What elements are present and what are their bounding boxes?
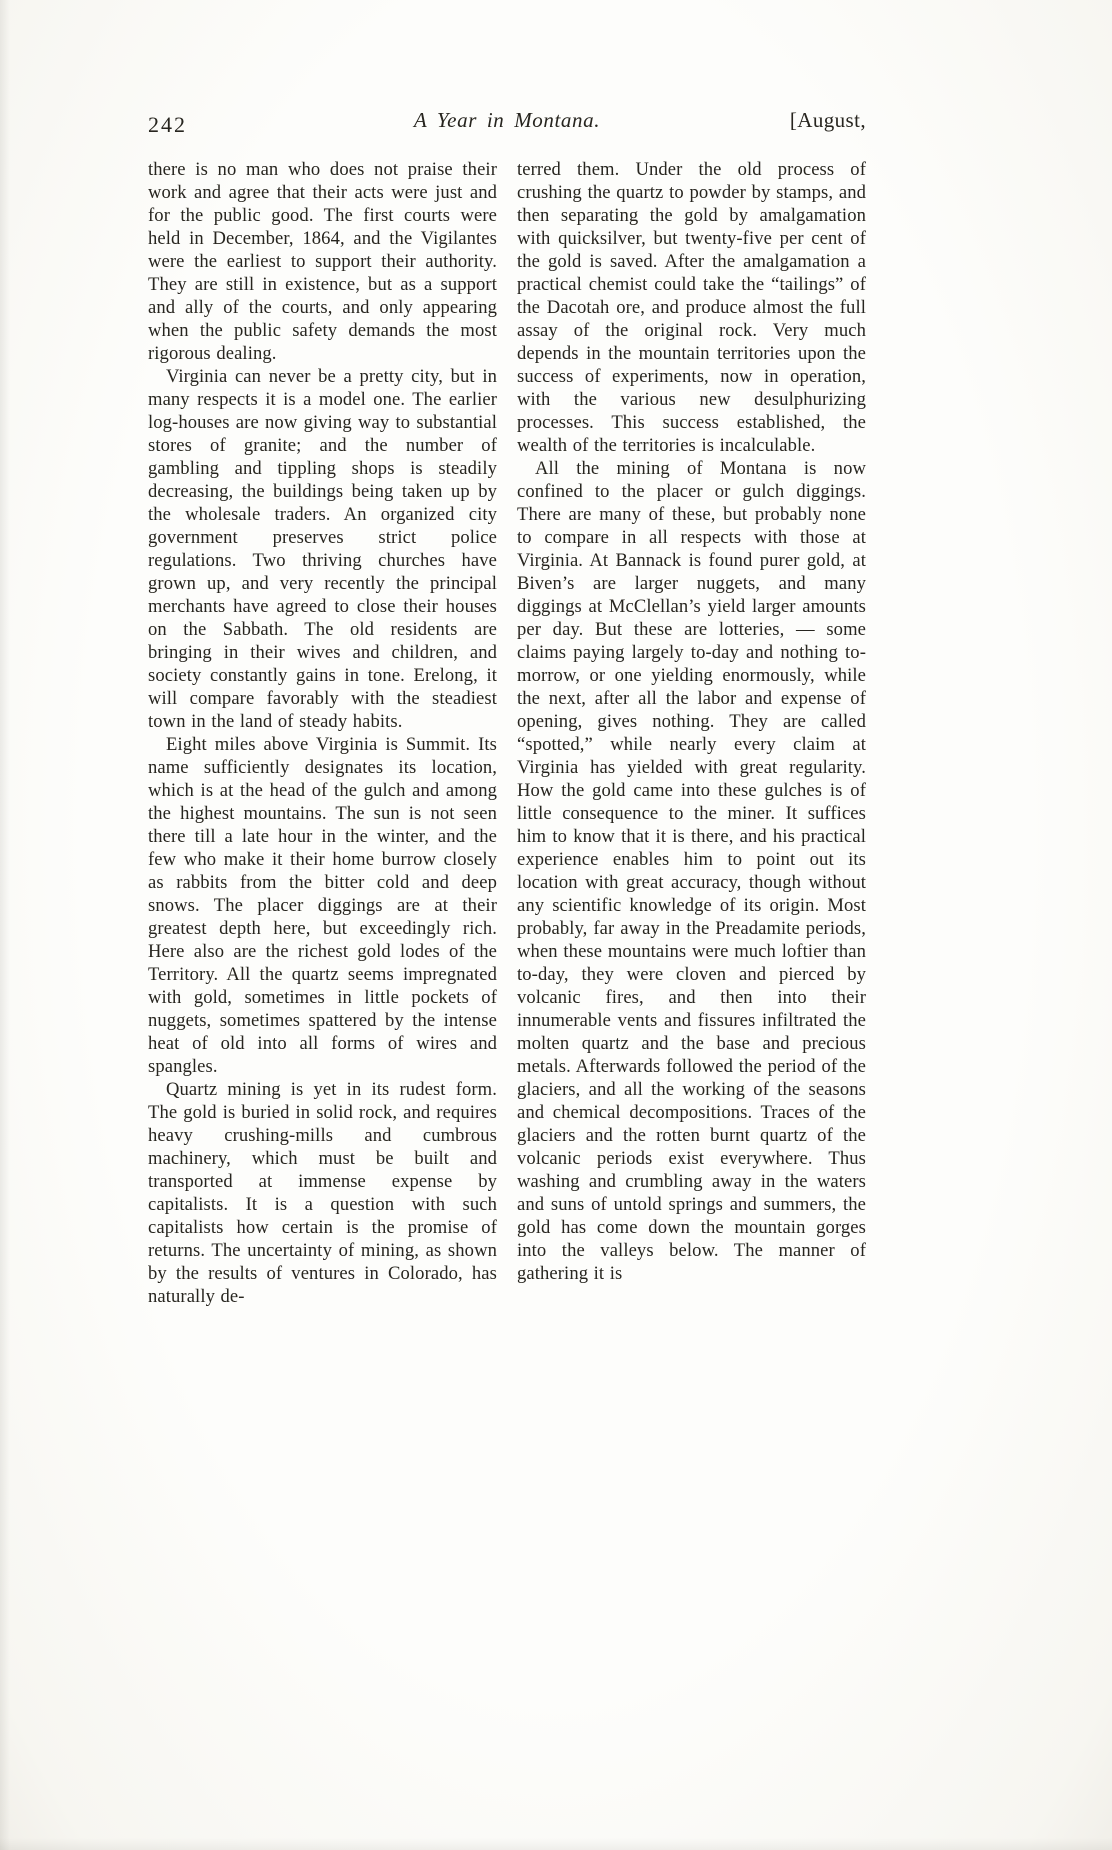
paragraph-continuation: terred them. Under the old process of crushing the quartz to powder by stamps, and then separating the gold by amalgamation with quicksilver, but twenty-five per cent of the gold is saved. After the amalgamation a practical chemist could take the “tailings” of the Dacotah ore, and produce almost the full assay of the original rock. Very much depends in the mountain territories upon the success of experiments, now in operation, with the various new desulphurizing processes. This success established, the wealth of the territories is incalculable.: [517, 159, 866, 456]
page-number: 242: [148, 112, 187, 137]
paragraph: Virginia can never be a pretty city, but in many respects it is a model one. The earlier log-houses are now giving way to substantial stores of granite; and the number of gambling and tippling shops is steadily decreasing, the buildings being taken up by the wholesale traders. An organized city government preserves strict police regulations. Two thriving churches have grown up, and very recently the principal merchants have agreed to close their houses on the Sabbath. The old residents are bringing in their wives and children, and society constantly gains in tone. Erelong, it will compare favorably with the steadiest town in the land of steady habits.: [148, 366, 497, 732]
running-header: [148, 106, 866, 140]
paragraph-continuation: there is no man who does not praise their work and agree that their acts were just and for the public good. The first courts were held in December, 1864, and the Vigilantes were the earliest to support their authority. They are still in existence, but as a support and ally of the courts, and only appearing when the public safety demands the most rigorous dealing.: [148, 159, 497, 364]
paragraph: Eight miles above Virginia is Summit. Its name sufficiently designates its location, which is at the head of the gulch and among the highest mountains. The sun is not seen there till a late hour in the winter, and the few who make it their home burrow closely as rabbits from the bitter cold and deep snows. The placer diggings are at their greatest depth here, but exceedingly rich. Here also are the richest gold lodes of the Territory. All the quartz seems impregnated with gold, sometimes in little pockets of nuggets, sometimes spattered by the intense heat of old into all forms of wires and spangles.: [148, 734, 497, 1077]
left-column: [148, 158, 497, 1308]
page-body: [148, 158, 866, 1308]
running-title: A Year in Montana.: [413, 108, 601, 132]
paragraph: Quartz mining is yet in its rudest form. The gold is buried in solid rock, and requires heavy crushing-mills and cumbrous machinery, which must be built and transported at immense expense by capitalists. It is a question with such capitalists how certain is the promise of returns. The uncertainty of mining, as shown by the results of ventures in Colorado, has naturally de-: [148, 1079, 497, 1307]
right-column: [517, 158, 866, 1308]
paragraph: All the mining of Montana is now confined to the placer or gulch diggings. There are many of these, but probably none to compare in all respects with those at Virginia. At Bannack is found purer gold, at Biven’s are larger nuggets, and many diggings at McClellan’s yield larger amounts per day. But these are lotteries, — some claims paying largely to-day and nothing to-morrow, or one yielding enormously, while the next, after all the labor and expense of opening, gives nothing. They are called “spotted,” while nearly every claim at Virginia has yielded with great regularity. How the gold came into these gulches is of little consequence to the miner. It suffices him to know that it is there, and his practical experience enables him to point out its location with great accuracy, though without any scientific knowledge of its origin. Most probably, far away in the Preadamite periods, when these mountains were much loftier than to-day, they were cloven and pierced by volcanic fires, and then into their innumerable vents and fissures infiltrated the molten quartz and the base and precious metals. Afterwards followed the period of the glaciers, and all the working of the seasons and chemical decompositions. Traces of the glaciers and the rotten burnt quartz of the volcanic periods exist everywhere. Thus washing and crumbling away in the waters and suns of untold springs and summers, the gold has come down the mountain gorges into the valleys below. The manner of gathering it is: [517, 458, 866, 1284]
issue-date: [August,: [789, 108, 866, 132]
